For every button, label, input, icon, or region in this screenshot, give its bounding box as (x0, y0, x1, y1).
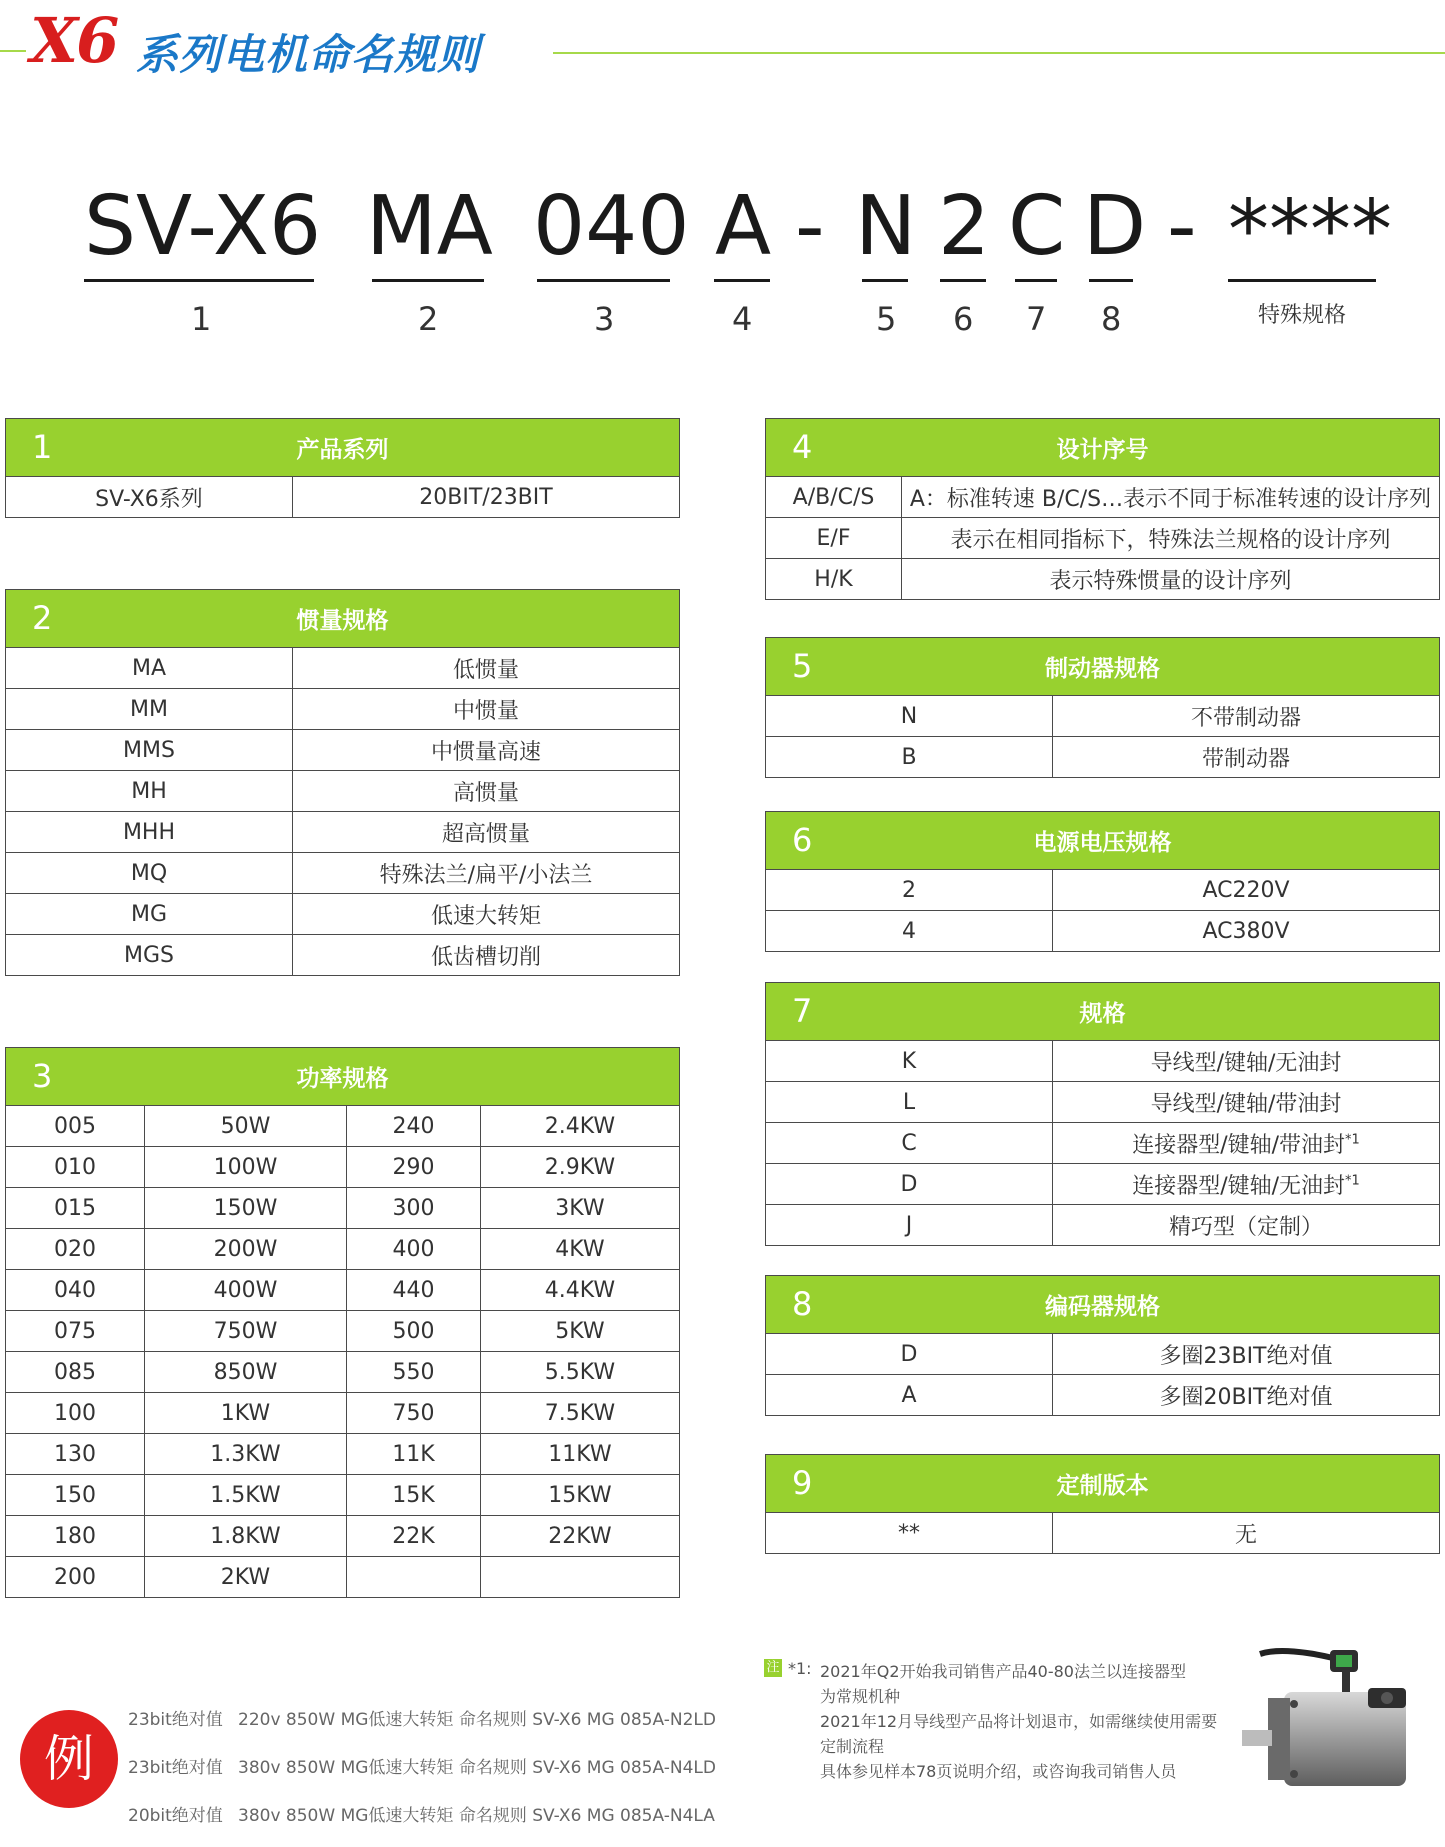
table-cell: 005 (6, 1106, 145, 1147)
table-cell: 3KW (481, 1188, 680, 1229)
table-row: H/K 表示特殊惯量的设计序列 (766, 559, 1440, 600)
table-row (6, 1393, 680, 1434)
table-cell: 040 (6, 1270, 145, 1311)
table-cell: 5.5KW (481, 1352, 680, 1393)
table-cell: 200 (6, 1557, 145, 1598)
table-cell (347, 1557, 481, 1598)
table-row (6, 1270, 680, 1311)
table-row (6, 1516, 680, 1557)
table-title: 电源电压规格 (1033, 830, 1172, 856)
code-index-6: 6 (953, 300, 974, 338)
table-encoder: 8 编码器规格 D 多圈23BIT绝对值 A 多圈20BIT绝对值 (765, 1275, 1440, 1416)
table-cell: 300 (347, 1188, 481, 1229)
table-row (6, 1434, 680, 1475)
code-index-3: 3 (594, 300, 615, 338)
table-cell: 850W (145, 1352, 347, 1393)
code-underline-2 (372, 279, 484, 282)
table-row: MHH 超高惯量 (6, 812, 680, 853)
code-index-8: 8 (1101, 300, 1122, 338)
code-index-1: 1 (191, 300, 212, 338)
table-row: B 带制动器 (766, 737, 1440, 778)
code-part-dash: - (795, 179, 825, 274)
code-underline-5 (862, 279, 908, 282)
table-power: 3 功率规格 005 50W 240 2.4KW 010 100W 290 2.9KW 015 150W 300 3KW 020 200W 400 4KW 040 400W 440 4.4KW 075 750W 500 5KW 085 850W 550 5.5KW 100 1KW 750 7.5KW 130 1.3KW 11K 11KW 150 1.5KW 15K 15KW 180 1.8KW 22K 22KW 200 2KW (5, 1047, 680, 1598)
code-index-4: 4 (732, 300, 753, 338)
table-voltage: 6 电源电压规格 2 AC220V 4 AC380V (765, 811, 1440, 952)
table-cell (481, 1557, 680, 1598)
table-cell: 085 (6, 1352, 145, 1393)
table-cell: 15KW (481, 1475, 680, 1516)
table-cell: 750 (347, 1393, 481, 1434)
code-underline-8 (1089, 279, 1133, 282)
table-row (6, 1188, 680, 1229)
header-rule-right (553, 52, 1445, 54)
table-row: 4 AC380V (766, 911, 1440, 952)
table-cell: 440 (347, 1270, 481, 1311)
table-cell: 020 (6, 1229, 145, 1270)
servo-motor-image (1238, 1648, 1418, 1798)
note-tag: 注 (764, 1659, 782, 1677)
table-row: E/F 表示在相同指标下，特殊法兰规格的设计序列 (766, 518, 1440, 559)
code-part-voltage: 2 (938, 179, 991, 274)
table-row: SV-X6系列 20BIT/23BIT (6, 477, 680, 518)
table-cell: 400W (145, 1270, 347, 1311)
table-cell: 5KW (481, 1311, 680, 1352)
code-underline-1 (84, 279, 314, 282)
table-row: J 精巧型（定制） (766, 1205, 1440, 1246)
code-part-special: **** (1228, 183, 1392, 278)
note-line: 2021年Q2开始我司销售产品40-80法兰以连接器型 (820, 1662, 1186, 1681)
table-cell: 015 (6, 1188, 145, 1229)
note-line: 具体参见样本78页说明介绍，或咨询我司销售人员 (820, 1762, 1177, 1781)
table-title: 制动器规格 (1045, 656, 1160, 682)
table-cell: 2.4KW (481, 1106, 680, 1147)
example-line: 20bit绝对值 380v 850W MG低速大转矩 命名规则 SV-X6 MG 085A-N4LA (128, 1806, 715, 1826)
table-title: 设计序号 (1056, 437, 1149, 463)
table-cell: 075 (6, 1311, 145, 1352)
footnote-mark: *1 (1345, 1173, 1360, 1189)
table-cell: 7.5KW (481, 1393, 680, 1434)
table-spec: 7 规格 K 导线型/键轴/无油封 L 导线型/键轴/带油封 C 连接器型/键轴/带油封$^{*1}$ D 连接器型/键轴/无油封$^{*1}$ J 精巧型（定制） (765, 982, 1440, 1246)
table-row: MA 低惯量 (6, 648, 680, 689)
table-row: A 多圈20BIT绝对值 (766, 1375, 1440, 1416)
code-part-brake: N (855, 179, 917, 274)
table-row: D 多圈23BIT绝对值 (766, 1334, 1440, 1375)
table-cell: 100W (145, 1147, 347, 1188)
code-part-design: A (715, 179, 772, 274)
table-cell: 4KW (481, 1229, 680, 1270)
table-cell: 2KW (145, 1557, 347, 1598)
table-cell: 500 (347, 1311, 481, 1352)
table-title: 惯量规格 (296, 608, 389, 634)
table-cell: 550 (347, 1352, 481, 1393)
table-cell: 1.3KW (145, 1434, 347, 1475)
example-line: 23bit绝对值 380v 850W MG低速大转矩 命名规则 SV-X6 MG 085A-N4LD (128, 1758, 716, 1778)
table-row (6, 1229, 680, 1270)
table-row: ** 无 (766, 1513, 1440, 1554)
table-cell: 100 (6, 1393, 145, 1434)
code-part-series: SV-X6 (84, 179, 322, 274)
table-row: L 导线型/键轴/带油封 (766, 1082, 1440, 1123)
table-cell: 240 (347, 1106, 481, 1147)
brand-logo: X6 (30, 4, 118, 77)
table-cell: 11KW (481, 1434, 680, 1475)
table-inertia: 2 惯量规格 MA 低惯量 MM 中惯量 MMS 中惯量高速 MH 高惯量 MHH 超高惯量 MQ 特殊法兰/扁平/小法兰 MG 低速大转矩 MGS 低齿槽切削 (5, 589, 680, 976)
table-row: 2 AC220V (766, 870, 1440, 911)
note-line: 定制流程 (820, 1737, 885, 1756)
footnote-mark: *1 (1345, 1132, 1360, 1148)
table-cell: 4.4KW (481, 1270, 680, 1311)
code-underline-6 (940, 279, 986, 282)
table-cell: 290 (347, 1147, 481, 1188)
table-row (6, 1311, 680, 1352)
header-rule-left (0, 50, 26, 52)
table-row (6, 1106, 680, 1147)
table-brake: 5 制动器规格 N 不带制动器 B 带制动器 (765, 637, 1440, 778)
table-cell: 1.8KW (145, 1516, 347, 1557)
code-underline-3 (537, 279, 670, 282)
example-badge: 例 (20, 1710, 118, 1808)
table-row: N 不带制动器 (766, 696, 1440, 737)
table-row: MGS 低齿槽切削 (6, 935, 680, 976)
code-index-2: 2 (418, 300, 439, 338)
code-part-power: 040 (533, 179, 690, 274)
table-cell: 200W (145, 1229, 347, 1270)
table-custom-version: 9 定制版本 ** 无 (765, 1454, 1440, 1554)
table-row (6, 1475, 680, 1516)
table-row: MQ 特殊法兰/扁平/小法兰 (6, 853, 680, 894)
table-title: 产品系列 (296, 437, 389, 463)
code-index-5: 5 (876, 300, 897, 338)
table-row: C 连接器型/键轴/带油封$^{*1}$ (766, 1123, 1440, 1164)
table-cell: 15K (347, 1475, 481, 1516)
table-row: D 连接器型/键轴/无油封$^{*1}$ (766, 1164, 1440, 1205)
note-line: 为常规机种 (820, 1687, 901, 1706)
code-index-7: 7 (1026, 300, 1047, 338)
code-part-inertia: MA (366, 179, 493, 274)
code-part-dash2: - (1167, 179, 1197, 274)
code-part-encoder: D (1083, 179, 1147, 274)
table-row: MM 中惯量 (6, 689, 680, 730)
table-cell: 22KW (481, 1516, 680, 1557)
table-cell: 130 (6, 1434, 145, 1475)
table-row: K 导线型/键轴/无油封 (766, 1041, 1440, 1082)
code-underline-4 (714, 279, 770, 282)
table-row: MG 低速大转矩 (6, 894, 680, 935)
special-spec-label: 特殊规格 (1258, 303, 1347, 328)
table-cell: 22K (347, 1516, 481, 1557)
table-row: MH 高惯量 (6, 771, 680, 812)
table-row (6, 1352, 680, 1393)
note-footnote-mark: *1: (788, 1659, 812, 1678)
table-cell: 010 (6, 1147, 145, 1188)
table-design-seq: 4 设计序号 A/B/C/S A：标准转速 B/C/S…表示不同于标准转速的设计序列 E/F 表示在相同指标下，特殊法兰规格的设计序列 H/K 表示特殊惯量的设计序列 (765, 418, 1440, 600)
page-title: 系列电机命名规则 (136, 30, 481, 79)
table-cell: 150 (6, 1475, 145, 1516)
table-title: 功率规格 (296, 1066, 389, 1092)
table-row: MMS 中惯量高速 (6, 730, 680, 771)
table-cell: 750W (145, 1311, 347, 1352)
code-part-spec: C (1008, 179, 1066, 274)
table-cell: 1.5KW (145, 1475, 347, 1516)
table-row (6, 1557, 680, 1598)
table-cell: 1KW (145, 1393, 347, 1434)
table-row (6, 1147, 680, 1188)
table-product-series: 1 产品系列 SV-X6系列 20BIT/23BIT (5, 418, 680, 518)
table-cell: 11K (347, 1434, 481, 1475)
table-title: 编码器规格 (1045, 1294, 1160, 1320)
note-line: 2021年12月导线型产品将计划退市，如需继续使用需要 (820, 1712, 1218, 1731)
table-cell: 2.9KW (481, 1147, 680, 1188)
table-cell: 150W (145, 1188, 347, 1229)
table-cell: 400 (347, 1229, 481, 1270)
example-line: 23bit绝对值 220v 850W MG低速大转矩 命名规则 SV-X6 MG 085A-N2LD (128, 1710, 716, 1730)
table-cell: 50W (145, 1106, 347, 1147)
code-underline-special (1228, 279, 1376, 282)
table-title: 定制版本 (1056, 1473, 1149, 1499)
table-row: A/B/C/S A：标准转速 B/C/S…表示不同于标准转速的设计序列 (766, 477, 1440, 518)
table-title: 规格 (1079, 1001, 1126, 1027)
code-underline-7 (1015, 279, 1057, 282)
table-cell: 180 (6, 1516, 145, 1557)
